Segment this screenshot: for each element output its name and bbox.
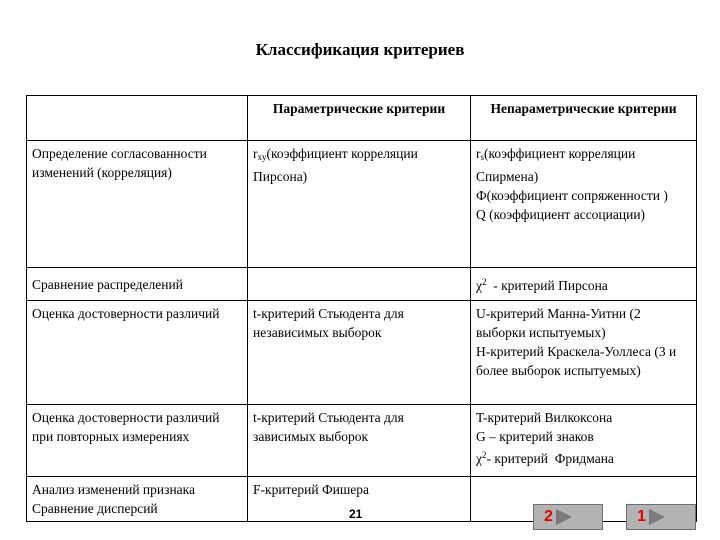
symbol-chi: χ bbox=[476, 278, 482, 293]
symbol-superscript: 2 bbox=[482, 450, 487, 460]
symbol-superscript: 2 bbox=[482, 277, 487, 287]
row-nonparametric bbox=[471, 301, 697, 405]
list-item: U-критерий Манна-Уитни (2 выборки испытуемых) bbox=[476, 306, 641, 340]
list-item: T-критерий Вилкоксона bbox=[476, 410, 613, 425]
table-row bbox=[27, 141, 697, 268]
header-nonparametric: Непараметрические критерии bbox=[471, 96, 697, 141]
play-arrow-icon bbox=[556, 509, 572, 525]
row-label: Сравнение распределений bbox=[27, 268, 248, 301]
cell-text: - критерий Фридмана bbox=[486, 451, 614, 466]
list-item: Q (коэффициент ассоциации) bbox=[476, 207, 646, 222]
symbol-r: r bbox=[253, 146, 258, 161]
list-item: H-критерий Краскела-Уоллеса (3 и более выборок испытуемых) bbox=[476, 344, 677, 378]
symbol-subscript: s bbox=[480, 152, 485, 162]
row-parametric: t-критерий Стьюдента для независимых выборок bbox=[248, 301, 471, 405]
slide-number: 21 bbox=[349, 507, 363, 521]
list-item: Ф(коэффициент сопряженности ) bbox=[476, 188, 668, 203]
row-nonparametric bbox=[471, 268, 697, 301]
row-label: Определение согласованности изменений (корреляция) bbox=[27, 141, 248, 268]
row-label bbox=[27, 477, 248, 522]
back-button[interactable] bbox=[533, 504, 603, 530]
forward-button[interactable] bbox=[626, 504, 696, 530]
symbol-r: r bbox=[476, 146, 481, 161]
row-nonparametric bbox=[471, 405, 697, 477]
list-item bbox=[476, 446, 691, 468]
table-row bbox=[27, 405, 697, 477]
row-nonparametric bbox=[471, 141, 697, 268]
row-parametric bbox=[248, 268, 471, 301]
cell-text: (коэффициент корреляции Пирсона) bbox=[253, 146, 418, 184]
row-parametric bbox=[248, 141, 471, 268]
cell-text: - критерий Пирсона bbox=[486, 278, 608, 293]
header-empty bbox=[27, 96, 248, 141]
back-button-label: 2 bbox=[544, 508, 553, 525]
row-parametric: F-критерий Фишера bbox=[248, 477, 471, 522]
symbol-subscript: xy bbox=[257, 152, 267, 162]
table-row bbox=[27, 301, 697, 405]
list-item: Сравнение дисперсий bbox=[32, 501, 158, 516]
row-parametric: t-критерий Стьюдента для зависимых выборок bbox=[248, 405, 471, 477]
play-arrow-icon bbox=[649, 509, 665, 525]
page-title: Классификация критериев bbox=[255, 40, 465, 59]
symbol-chi: χ bbox=[476, 451, 482, 466]
header-parametric: Параметрические критерии bbox=[248, 96, 471, 141]
row-label: Оценка достоверности различий при повторных измерениях bbox=[27, 405, 248, 477]
list-item bbox=[476, 144, 691, 186]
table-row bbox=[27, 268, 697, 301]
row-label: Оценка достоверности различий bbox=[27, 301, 248, 405]
table-header-row bbox=[27, 96, 697, 141]
list-item: G – критерий знаков bbox=[476, 429, 594, 444]
criteria-table bbox=[26, 95, 697, 522]
cell-text: (коэффициент корреляции Спирмена) bbox=[476, 146, 636, 184]
forward-button-label: 1 bbox=[637, 508, 646, 525]
list-item: Анализ изменений признака bbox=[32, 482, 196, 497]
